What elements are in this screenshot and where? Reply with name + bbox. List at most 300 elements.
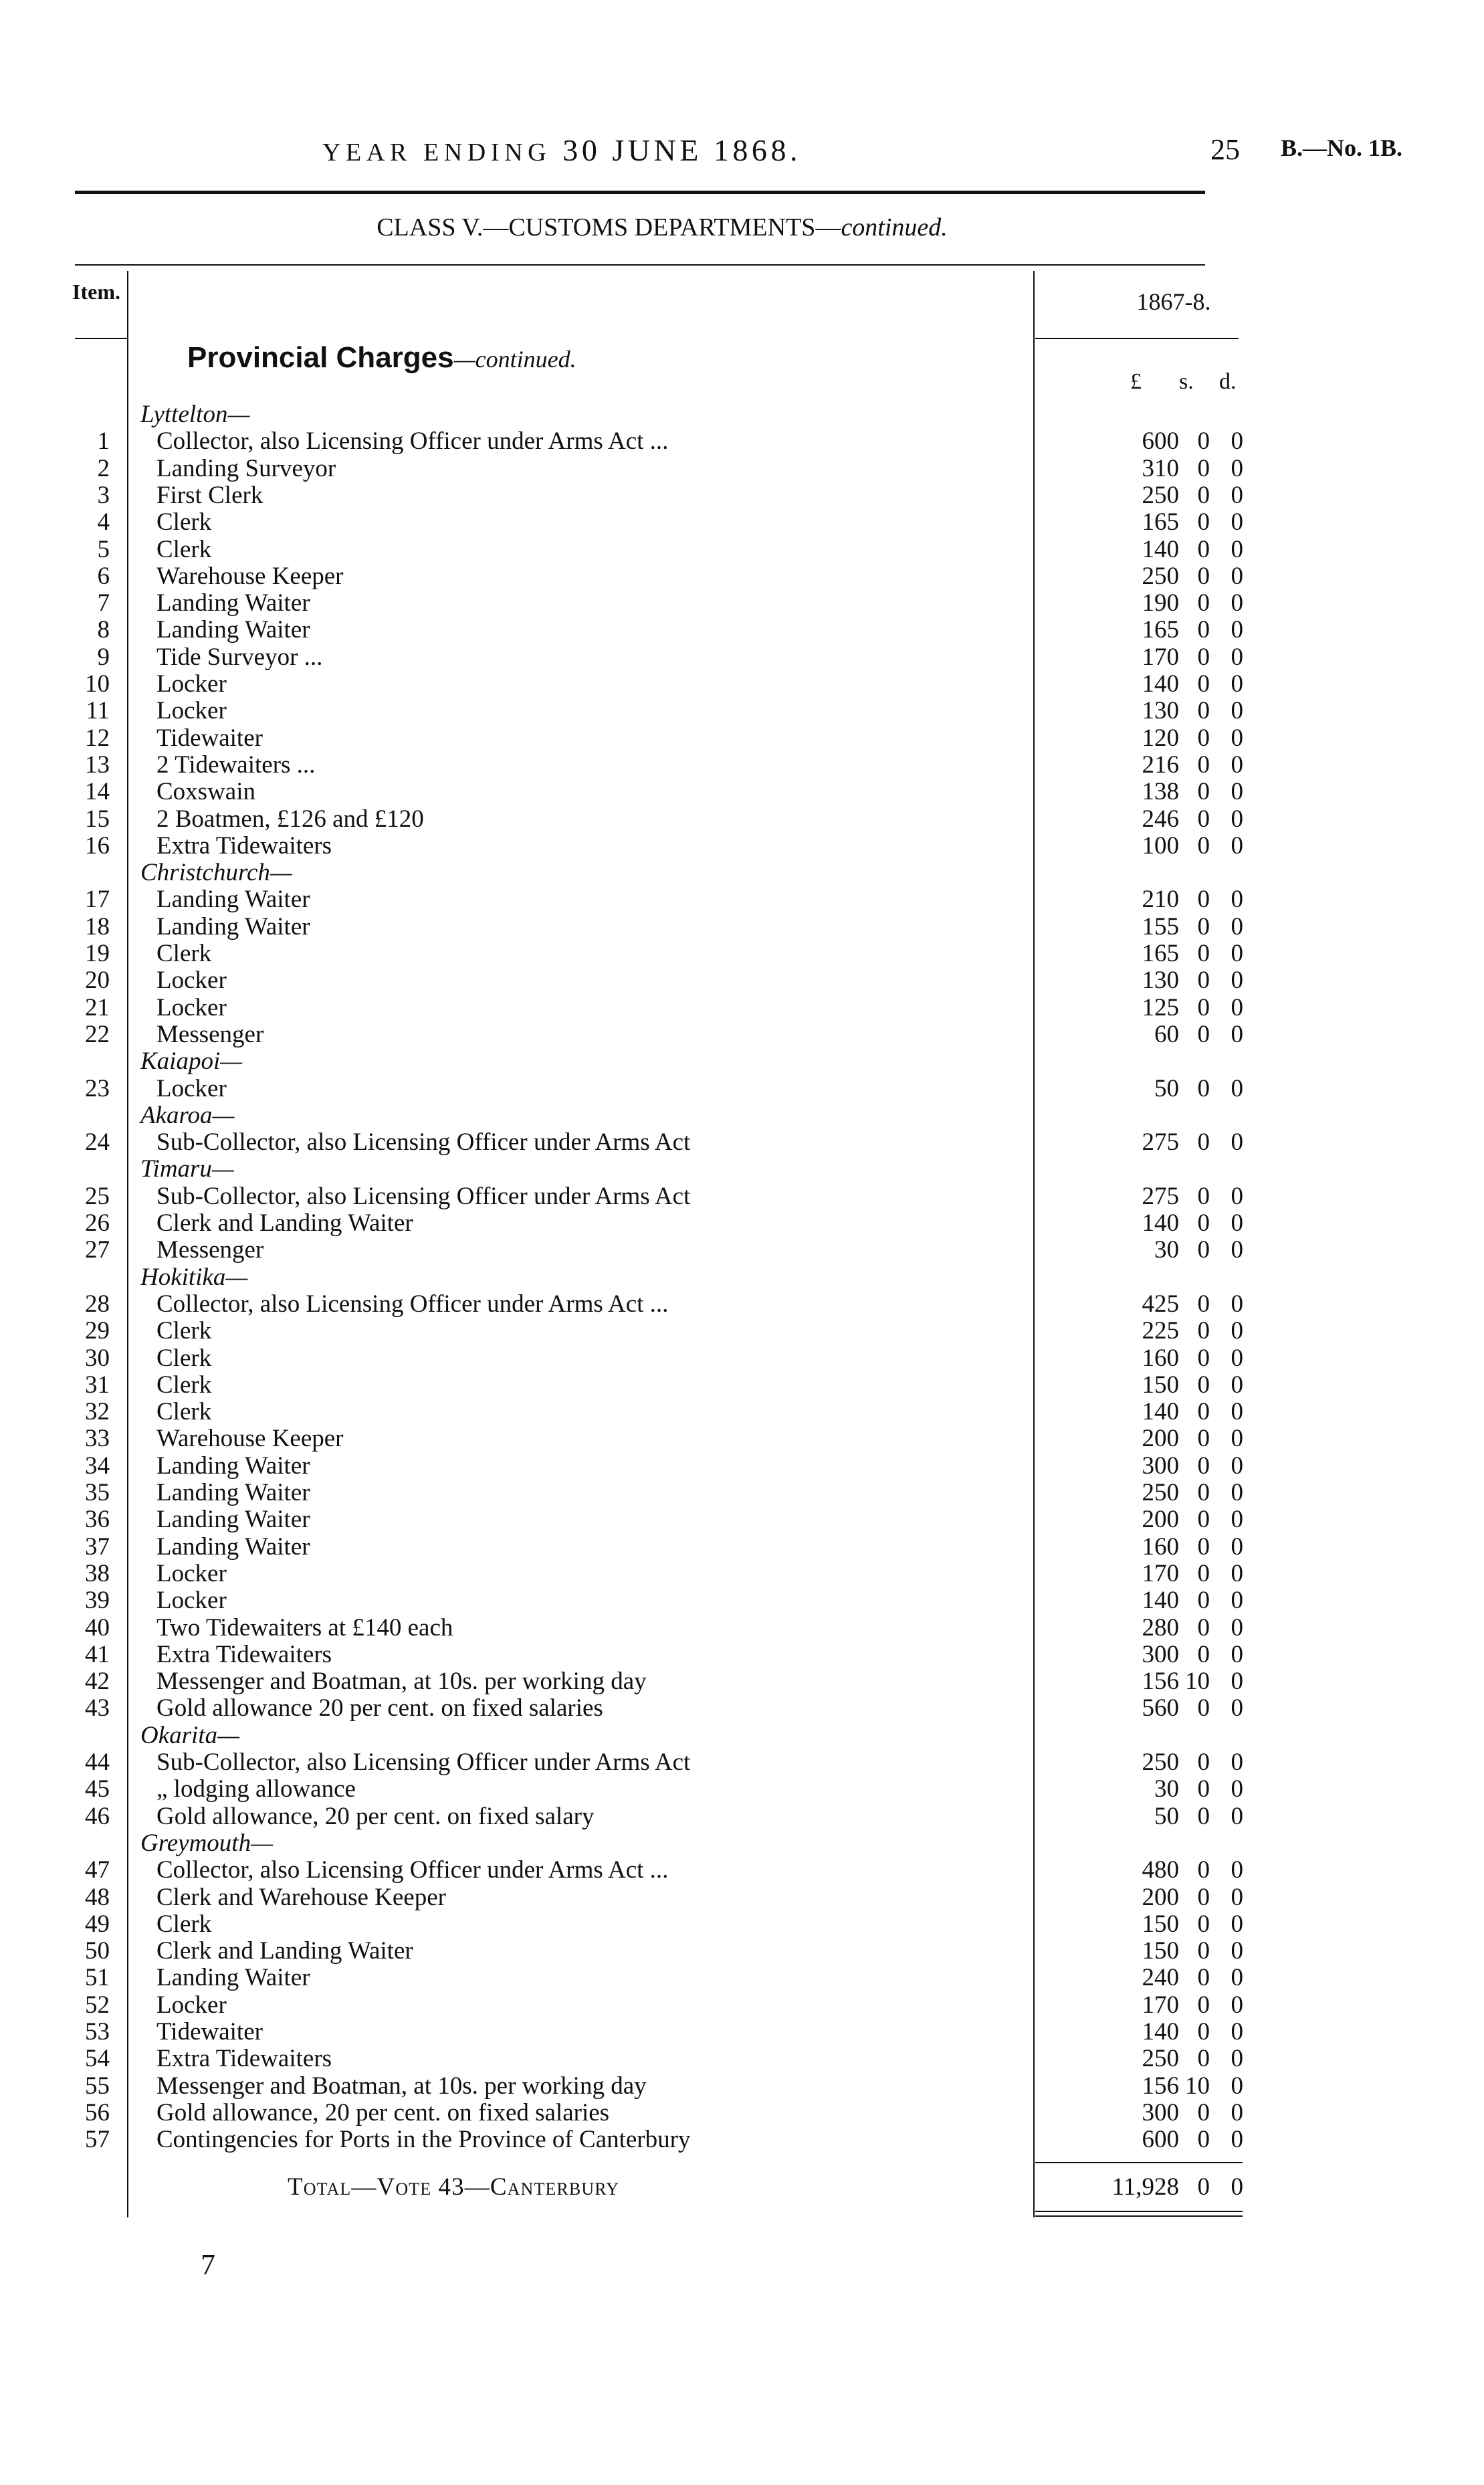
amount-shillings: 0 <box>1197 1236 1210 1264</box>
amount-pence: 0 <box>1231 1613 1243 1642</box>
table-row <box>0 428 1484 455</box>
pence-header: d. <box>1219 369 1237 394</box>
amount-shillings: 0 <box>1197 562 1210 590</box>
amount-shillings: 0 <box>1197 1479 1210 1506</box>
amount-pounds: 50 <box>1154 1074 1179 1102</box>
table-row <box>0 2046 1484 2072</box>
amount-pence: 0 <box>1231 616 1243 644</box>
amount-pounds: 138 <box>1142 778 1179 806</box>
item-description: 2 Tidewaiters ... <box>156 751 316 779</box>
location-name: Greymouth— <box>140 1829 273 1857</box>
location-name: Lyttelton— <box>140 401 250 428</box>
title-prefix: YEAR ENDING <box>322 138 552 167</box>
item-number: 48 <box>85 1883 110 1911</box>
amount-shillings: 0 <box>1197 1856 1210 1884</box>
location-heading <box>0 860 1484 886</box>
amount-pence: 0 <box>1231 454 1243 482</box>
amount-pounds: 275 <box>1142 1182 1179 1210</box>
table-row <box>0 456 1484 482</box>
amount-pence: 0 <box>1231 1883 1243 1911</box>
amount-pence: 0 <box>1231 1317 1243 1345</box>
table-row <box>0 1561 1484 1587</box>
amount-shillings: 0 <box>1197 1371 1210 1399</box>
amount-pounds: 165 <box>1142 616 1179 644</box>
section-title <box>187 341 576 375</box>
amount-pounds: 155 <box>1142 912 1179 940</box>
table-row <box>0 644 1484 671</box>
amount-pounds: 30 <box>1154 1236 1179 1264</box>
location-name: Okarita— <box>140 1721 239 1749</box>
amount-pence: 0 <box>1231 1128 1243 1157</box>
amount-pence: 0 <box>1231 2072 1243 2100</box>
amount-pounds: 150 <box>1142 1371 1179 1399</box>
amount-pounds: 216 <box>1142 751 1179 779</box>
amount-pounds: 125 <box>1142 993 1179 1021</box>
table-row <box>0 914 1484 940</box>
item-number: 41 <box>85 1640 110 1668</box>
amount-shillings: 0 <box>1197 940 1210 967</box>
amount-pounds: 250 <box>1142 481 1179 509</box>
item-number: 25 <box>85 1182 110 1210</box>
amount-shillings: 0 <box>1197 724 1210 752</box>
item-description: Landing Waiter <box>156 886 310 914</box>
table-row <box>0 1291 1484 1318</box>
item-description: 2 Boatmen, £126 and £120 <box>156 805 424 833</box>
amount-shillings: 0 <box>1197 831 1210 860</box>
item-number: 11 <box>86 697 110 725</box>
item-description: Landing Waiter <box>156 1506 310 1534</box>
amount-shillings: 0 <box>1197 2045 1210 2073</box>
item-number: 19 <box>85 940 110 967</box>
amount-shillings: 0 <box>1197 1587 1210 1615</box>
signature-mark: 7 <box>201 2248 215 2281</box>
item-number: 42 <box>85 1668 110 1696</box>
item-number: 10 <box>85 670 110 698</box>
item-number: 38 <box>85 1559 110 1587</box>
item-description: Extra Tidewaiters <box>156 1640 332 1668</box>
item-description: Messenger <box>156 1020 264 1048</box>
amount-pence: 0 <box>1231 1398 1243 1426</box>
item-description: Locker <box>156 697 227 725</box>
class-title-suffix: continued. <box>841 213 948 241</box>
table-row <box>0 806 1484 833</box>
table-row <box>0 1965 1484 1991</box>
item-number: 44 <box>85 1749 110 1776</box>
item-number: 30 <box>85 1344 110 1372</box>
amount-shillings: 0 <box>1197 1425 1210 1453</box>
item-number: 23 <box>85 1074 110 1102</box>
item-description: Contingencies for Ports in the Province of Canterbury <box>156 2126 691 2154</box>
amount-shillings: 0 <box>1197 2126 1210 2154</box>
table-row <box>0 1210 1484 1237</box>
table-row <box>0 1695 1484 1722</box>
item-description: Clerk and Landing Waiter <box>156 1937 413 1965</box>
amount-pounds: 160 <box>1142 1532 1179 1561</box>
item-number: 34 <box>85 1452 110 1480</box>
amount-pounds: 225 <box>1142 1317 1179 1345</box>
class-title <box>0 213 1324 242</box>
item-number: 3 <box>97 481 110 509</box>
item-number: 32 <box>85 1398 110 1426</box>
table-row <box>0 1021 1484 1048</box>
amount-pence: 0 <box>1231 481 1243 509</box>
item-number: 6 <box>97 562 110 590</box>
amount-shillings: 0 <box>1197 1883 1210 1911</box>
location-heading <box>0 1048 1484 1075</box>
item-number: 22 <box>85 1020 110 1048</box>
item-number: 29 <box>85 1317 110 1345</box>
table-row <box>0 1587 1484 1614</box>
amount-pounds: 140 <box>1142 670 1179 698</box>
item-number: 39 <box>85 1587 110 1615</box>
amount-pounds: 200 <box>1142 1425 1179 1453</box>
item-description: Coxswain <box>156 778 255 806</box>
page-number: 25 <box>1210 133 1240 166</box>
item-description: Locker <box>156 670 227 698</box>
amount-pounds: 200 <box>1142 1506 1179 1534</box>
amount-pence: 0 <box>1231 1236 1243 1264</box>
item-description: Gold allowance, 20 per cent. on fixed salary <box>156 1802 595 1830</box>
amount-pence: 0 <box>1231 535 1243 563</box>
item-description: Clerk <box>156 1371 212 1399</box>
amount-pounds: 156 <box>1142 1668 1179 1696</box>
amount-pounds: 480 <box>1142 1856 1179 1884</box>
amount-shillings: 0 <box>1197 1964 1210 1992</box>
amount-pounds: 170 <box>1142 1559 1179 1587</box>
amount-pounds: 140 <box>1142 2018 1179 2046</box>
amount-pounds: 300 <box>1142 1452 1179 1480</box>
item-description: Collector, also Licensing Officer under Arms Act ... <box>156 1290 669 1318</box>
table-row <box>0 1480 1484 1506</box>
amount-pence: 0 <box>1231 1991 1243 2019</box>
amount-pence: 0 <box>1231 993 1243 1021</box>
item-description: Two Tidewaiters at £140 each <box>156 1613 453 1642</box>
item-number: 24 <box>85 1128 110 1157</box>
amount-pounds: 150 <box>1142 1937 1179 1965</box>
amount-pounds: 140 <box>1142 1398 1179 1426</box>
amount-pence: 0 <box>1231 2045 1243 2073</box>
table-row <box>0 1749 1484 1776</box>
amount-shillings: 10 <box>1185 1668 1210 1696</box>
table-row <box>0 1372 1484 1399</box>
total-row <box>0 2174 1484 2201</box>
total-top-rule <box>1035 2162 1243 2163</box>
amount-shillings: 0 <box>1197 2098 1210 2126</box>
item-description: Warehouse Keeper <box>156 562 344 590</box>
amount-pence: 0 <box>1231 724 1243 752</box>
amount-shillings: 0 <box>1197 1020 1210 1048</box>
amount-pence: 0 <box>1231 1640 1243 1668</box>
amount-shillings: 0 <box>1197 1749 1210 1776</box>
table-top-rule <box>75 264 1205 266</box>
table-row <box>0 482 1484 509</box>
amount-pence: 0 <box>1231 912 1243 940</box>
item-description: Collector, also Licensing Officer under Arms Act ... <box>156 427 669 456</box>
item-number: 33 <box>85 1425 110 1453</box>
table-row <box>0 1183 1484 1210</box>
item-number: 8 <box>97 616 110 644</box>
item-description: Locker <box>156 993 227 1021</box>
item-description: Landing Waiter <box>156 912 310 940</box>
amount-shillings: 0 <box>1197 670 1210 698</box>
item-description: Extra Tidewaiters <box>156 831 332 860</box>
year-header-rule <box>1035 338 1239 339</box>
item-description: First Clerk <box>156 481 263 509</box>
amount-shillings: 0 <box>1197 805 1210 833</box>
table-row <box>0 1992 1484 2019</box>
item-number: 46 <box>85 1802 110 1830</box>
amount-shillings: 0 <box>1197 508 1210 536</box>
item-number: 5 <box>97 535 110 563</box>
item-number: 18 <box>85 912 110 940</box>
table-row <box>0 2100 1484 2126</box>
item-description: Clerk and Warehouse Keeper <box>156 1883 446 1911</box>
amount-shillings: 0 <box>1197 1532 1210 1561</box>
table-row <box>0 1129 1484 1156</box>
amount-pounds: 165 <box>1142 940 1179 967</box>
pounds-header: £ <box>1130 369 1142 394</box>
amount-pence: 0 <box>1231 508 1243 536</box>
total-bottom-rule <box>1035 2211 1243 2212</box>
amount-pence: 0 <box>1231 1452 1243 1480</box>
amount-shillings: 0 <box>1197 643 1210 671</box>
item-number: 16 <box>85 831 110 860</box>
amount-shillings: 0 <box>1197 2018 1210 2046</box>
amount-pence: 0 <box>1231 967 1243 995</box>
amount-shillings: 0 <box>1197 697 1210 725</box>
amount-pence: 0 <box>1231 831 1243 860</box>
amount-pence: 0 <box>1231 1506 1243 1534</box>
amount-shillings: 0 <box>1197 535 1210 563</box>
table-row <box>0 2073 1484 2100</box>
item-description: Messenger and Boatman, at 10s. per working day <box>156 2072 647 2100</box>
location-heading <box>0 401 1484 428</box>
amount-pence: 0 <box>1231 1209 1243 1237</box>
location-name: Kaiapoi— <box>140 1048 243 1076</box>
table-row <box>0 617 1484 643</box>
amount-pence: 0 <box>1231 2018 1243 2046</box>
total-shillings: 0 <box>1197 2173 1210 2201</box>
item-number: 17 <box>85 886 110 914</box>
table-row <box>0 1425 1484 1452</box>
item-number: 57 <box>85 2126 110 2154</box>
item-number: 31 <box>85 1371 110 1399</box>
amount-pounds: 600 <box>1142 427 1179 456</box>
table-row <box>0 563 1484 590</box>
amount-pence: 0 <box>1231 751 1243 779</box>
item-number: 14 <box>85 778 110 806</box>
item-description: Locker <box>156 1559 227 1587</box>
item-number: 27 <box>85 1236 110 1264</box>
item-description: Clerk and Landing Waiter <box>156 1209 413 1237</box>
amount-shillings: 0 <box>1197 1182 1210 1210</box>
amount-pence: 0 <box>1231 886 1243 914</box>
amount-pounds: 30 <box>1154 1775 1179 1803</box>
item-description: Gold allowance, 20 per cent. on fixed salaries <box>156 2098 610 2126</box>
location-name: Christchurch— <box>140 859 292 887</box>
item-number: 37 <box>85 1532 110 1561</box>
item-description: Landing Surveyor <box>156 454 336 482</box>
item-number: 20 <box>85 967 110 995</box>
table-row <box>0 940 1484 967</box>
item-number: 7 <box>97 589 110 617</box>
amount-pence: 0 <box>1231 805 1243 833</box>
amount-pounds: 140 <box>1142 535 1179 563</box>
location-name: Timaru— <box>140 1155 234 1183</box>
amount-shillings: 0 <box>1197 1290 1210 1318</box>
total-label: Total—Vote 43—Canterbury <box>288 2173 620 2201</box>
amount-pence: 0 <box>1231 1749 1243 1776</box>
item-number: 2 <box>97 454 110 482</box>
item-number: 55 <box>85 2072 110 2100</box>
section-title-suffix: —continued. <box>453 346 576 373</box>
amount-pounds: 240 <box>1142 1964 1179 1992</box>
amount-pounds: 200 <box>1142 1883 1179 1911</box>
amount-pence: 0 <box>1231 1587 1243 1615</box>
amount-pounds: 60 <box>1154 1020 1179 1048</box>
item-number: 1 <box>97 427 110 456</box>
amount-shillings: 0 <box>1197 454 1210 482</box>
location-name: Hokitika— <box>140 1263 248 1291</box>
item-description: Clerk <box>156 940 212 967</box>
total-bottom-rule-2 <box>1035 2215 1243 2217</box>
amount-pence: 0 <box>1231 1425 1243 1453</box>
amount-pounds: 560 <box>1142 1694 1179 1722</box>
item-description: Landing Waiter <box>156 589 310 617</box>
table-row <box>0 1938 1484 1965</box>
table-row <box>0 1668 1484 1695</box>
item-description: „ lodging allowance <box>156 1775 356 1803</box>
amount-shillings: 0 <box>1197 778 1210 806</box>
amount-shillings: 0 <box>1197 1506 1210 1534</box>
amount-shillings: 10 <box>1185 2072 1210 2100</box>
item-number: 40 <box>85 1613 110 1642</box>
item-number: 28 <box>85 1290 110 1318</box>
table-row <box>0 1237 1484 1264</box>
item-description: Clerk <box>156 1317 212 1345</box>
item-number: 35 <box>85 1479 110 1506</box>
amount-pence: 0 <box>1231 670 1243 698</box>
table-row <box>0 833 1484 860</box>
amount-shillings: 0 <box>1197 751 1210 779</box>
amount-pence: 0 <box>1231 697 1243 725</box>
table-row <box>0 536 1484 563</box>
amount-pounds: 280 <box>1142 1613 1179 1642</box>
amount-shillings: 0 <box>1197 1775 1210 1803</box>
amount-pounds: 156 <box>1142 2072 1179 2100</box>
amount-pounds: 275 <box>1142 1128 1179 1157</box>
table-row <box>0 698 1484 724</box>
table-row <box>0 725 1484 752</box>
table-row <box>0 1615 1484 1642</box>
item-description: Locker <box>156 1587 227 1615</box>
amount-shillings: 0 <box>1197 1074 1210 1102</box>
amount-pounds: 300 <box>1142 1640 1179 1668</box>
amount-shillings: 0 <box>1197 1398 1210 1426</box>
amount-shillings: 0 <box>1197 1452 1210 1480</box>
amount-shillings: 0 <box>1197 1640 1210 1668</box>
amount-pounds: 300 <box>1142 2098 1179 2126</box>
amount-pence: 0 <box>1231 2126 1243 2154</box>
table-row <box>0 671 1484 698</box>
item-description: Messenger and Boatman, at 10s. per working day <box>156 1668 647 1696</box>
item-description: Tide Surveyor ... <box>156 643 323 671</box>
amount-pounds: 190 <box>1142 589 1179 617</box>
amount-pounds: 250 <box>1142 1749 1179 1776</box>
item-column-header: Item. <box>72 280 120 304</box>
amount-shillings: 0 <box>1197 1991 1210 2019</box>
total-pounds: 11,928 <box>1111 2173 1179 2201</box>
amount-pence: 0 <box>1231 2098 1243 2126</box>
item-description: Tidewaiter <box>156 2018 263 2046</box>
item-description: Clerk <box>156 1910 212 1938</box>
table-row <box>0 1776 1484 1803</box>
item-number: 9 <box>97 643 110 671</box>
amount-pounds: 130 <box>1142 967 1179 995</box>
amount-shillings: 0 <box>1197 1910 1210 1938</box>
item-description: Messenger <box>156 1236 264 1264</box>
amount-pence: 0 <box>1231 643 1243 671</box>
amount-pounds: 600 <box>1142 2126 1179 2154</box>
document-reference: B.—No. 1B. <box>1281 134 1403 161</box>
amount-pounds: 140 <box>1142 1209 1179 1237</box>
table-row <box>0 967 1484 994</box>
total-pence: 0 <box>1231 2173 1243 2201</box>
amount-pounds: 246 <box>1142 805 1179 833</box>
item-number: 12 <box>85 724 110 752</box>
amount-pence: 0 <box>1231 1532 1243 1561</box>
amount-shillings: 0 <box>1197 427 1210 456</box>
amount-pence: 0 <box>1231 589 1243 617</box>
table-row <box>0 886 1484 913</box>
table-row <box>0 779 1484 805</box>
item-description: Sub-Collector, also Licensing Officer under Arms Act <box>156 1749 691 1776</box>
item-number: 56 <box>85 2098 110 2126</box>
location-heading <box>0 1830 1484 1857</box>
amount-pence: 0 <box>1231 1182 1243 1210</box>
amount-pounds: 425 <box>1142 1290 1179 1318</box>
item-header-rule <box>75 338 127 339</box>
item-number: 4 <box>97 508 110 536</box>
amount-pounds: 250 <box>1142 562 1179 590</box>
item-number: 21 <box>85 993 110 1021</box>
item-description: Gold allowance 20 per cent. on fixed salaries <box>156 1694 603 1722</box>
table-row <box>0 1857 1484 1884</box>
item-description: Warehouse Keeper <box>156 1425 344 1453</box>
table-row <box>0 1076 1484 1102</box>
amount-shillings: 0 <box>1197 1128 1210 1157</box>
amount-pounds: 150 <box>1142 1910 1179 1938</box>
amount-pounds: 50 <box>1154 1802 1179 1830</box>
item-description: Clerk <box>156 508 212 536</box>
item-description: Collector, also Licensing Officer under Arms Act ... <box>156 1856 669 1884</box>
item-number: 13 <box>85 751 110 779</box>
item-number: 52 <box>85 1991 110 2019</box>
amount-pence: 0 <box>1231 1074 1243 1102</box>
amount-pence: 0 <box>1231 562 1243 590</box>
amount-shillings: 0 <box>1197 1694 1210 1722</box>
amount-pounds: 210 <box>1142 886 1179 914</box>
item-number: 51 <box>85 1964 110 1992</box>
section-title-main: Provincial Charges <box>187 341 454 374</box>
amount-pounds: 310 <box>1142 454 1179 482</box>
location-heading <box>0 1156 1484 1183</box>
amount-shillings: 0 <box>1197 616 1210 644</box>
table-row <box>0 995 1484 1021</box>
amount-pounds: 120 <box>1142 724 1179 752</box>
amount-pounds: 160 <box>1142 1344 1179 1372</box>
amount-pence: 0 <box>1231 1290 1243 1318</box>
